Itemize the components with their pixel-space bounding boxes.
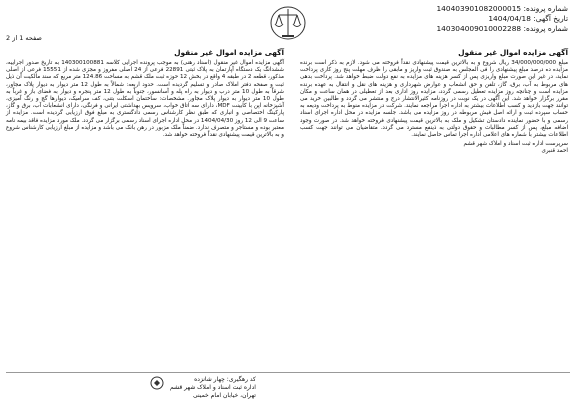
footer-divider xyxy=(6,372,570,373)
case-value: 140304009010002288 xyxy=(436,24,522,33)
footer-line-1: کد رهگیری: چهار شانزده xyxy=(194,376,256,383)
date-label: تاریخ آگهی: xyxy=(533,14,568,23)
tracking-value: 140403901082000015 xyxy=(436,4,522,13)
footer xyxy=(0,372,576,400)
footer-text xyxy=(170,376,256,400)
footer-line-3: تهران، خیابان امام خمینی xyxy=(192,392,256,399)
logo-icon xyxy=(150,376,164,390)
left-column xyxy=(6,48,284,139)
header xyxy=(0,2,576,46)
right-column-title: آگهی مزایده اموال غیر منقول xyxy=(458,48,568,57)
case-label: شماره پرونده: xyxy=(523,24,568,33)
right-column-body: مبلغ 34/000/000/000 ریال شروع و به بالاترین قیمت پیشنهادی نقداً فروخته می شود. لازم به ذکر است برنده مزایده ده درصد مبلغ پیشنهادی را فی المجلس به صندوق ثبت واریز و مابقی را ظرف مهلت پنج روز کاری پرداخت نماید، در غیر این صورت مبلغ واریزی پس از کسر هزینه های مزایده به نفع دولت ضبط خواهد شد. پرداخت بدهی های مربوط به آب، برق، گاز، تلفن و حق انشعاب و عوارض شهرداری و هزینه های نقل و انتقال به عهده برنده مزایده است و چنانچه روز مزایده تعطیل رسمی گردد، مزایده روز اداری بعد از تعطیلی در همان ساعت و مکان مقرر برگزار خواهد شد. این آگهی در یک نوبت در روزنامه کثیرالانتشار درج و منتشر می گردد و طالبین خرید می توانند جهت بازدید و کسب اطلاعات بیشتر به اداره اجرا مراجعه نمایند. شرکت در مزایده منوط به پرداخت ودیعه به حساب سپرده ثبت و ارائه اصل فیش مربوطه در روز مزایده می باشد. جلسه مزایده در محل اداره اجرای اسناد رسمی و با حضور نماینده دادستان تشکیل و ملک به بالاترین قیمت پیشنهادی فروخته خواهد شد. در صورت وجود اضافه مبلغ، پس از کسر مطالبات و حقوق دولتی به ذینفع مسترد می گردد. متقاضیان می توانند جهت کسب اطلاعات بیشتر با شماره های اعلامی اداره اجرا تماس حاصل نمایند. xyxy=(300,60,568,139)
tracking-label: شماره پرونده: xyxy=(523,4,568,13)
left-column-title: آگهی مزایده اموال غیر منقول xyxy=(174,48,284,57)
emblem-icon xyxy=(268,4,308,42)
footer-line-2: اداره ثبت اسناد و املاک شهر قشم xyxy=(170,384,256,391)
left-column-body: آگهی مزایده اموال غیر منقول (اسناد رهنی) به موجب پرونده اجرایی کلاسه 140300100881 به تاریخ صدور اجراییه، ششدانگ یک دستگاه آپارتمان به پلاک ثبتی 22891 فرعی از 24 اصلی مفروز و مجزی شده از 15551 فرعی از اصلی مذکور، قطعه 2 در طبقه 4 واقع در بخش 12 حوزه ثبت ملک قشم به مساحت 124.86 متر مربع که سند مالکیت آن ذیل ثبت و صفحه دفتر املاک صادر و تسلیم گردیده است. حدود اربعه: شمالاً به طول 12 متر دیوار به دیوار پلاک مجاور، شرقاً به طول 10 متر درب و دیوار به راه پله و آسانسور، جنوباً به طول 12 متر پنجره و دیوار به فضای باز و غرباً به طول 10 متر دیوار به دیوار پلاک مجاور. مشخصات: ساختمان اسکلت بتنی، کف سرامیک، دیوارها گچ و رنگ آمیزی، آشپزخانه اپن با کابینت MDF، دارای سه اتاق خواب، سرویس بهداشتی ایرانی و فرنگی، دارای انشعابات آب، برق و گاز، پارکینگ اختصاصی و انباری که طبق نظر کارشناس رسمی دادگستری به مبلغ فوق ارزیابی گردیده است. مزایده از ساعت 9 الی 12 روز 1404/04/30 در محل اداره اجرای اسناد رسمی برگزار می گردد. ملک مورد مزایده فاقد بیمه نامه معتبر بوده و مستاجر و متصرف ندارد. ضمناً ملک مزبور در رهن بانک می باشد و مزایده از مبلغ ارزیابی کارشناس شروع و به بالاترین قیمت پیشنهادی نقداً فروخته خواهد شد. xyxy=(5,60,285,139)
ad-meta xyxy=(436,4,568,34)
page-number: صفحه 1 از 2 xyxy=(6,34,42,42)
signature: سرپرست اداره ثبت اسناد و املاک شهر قشم احمد قنبری xyxy=(463,141,568,155)
date-value: 1404/04/18 xyxy=(488,14,531,23)
right-column xyxy=(300,48,568,156)
